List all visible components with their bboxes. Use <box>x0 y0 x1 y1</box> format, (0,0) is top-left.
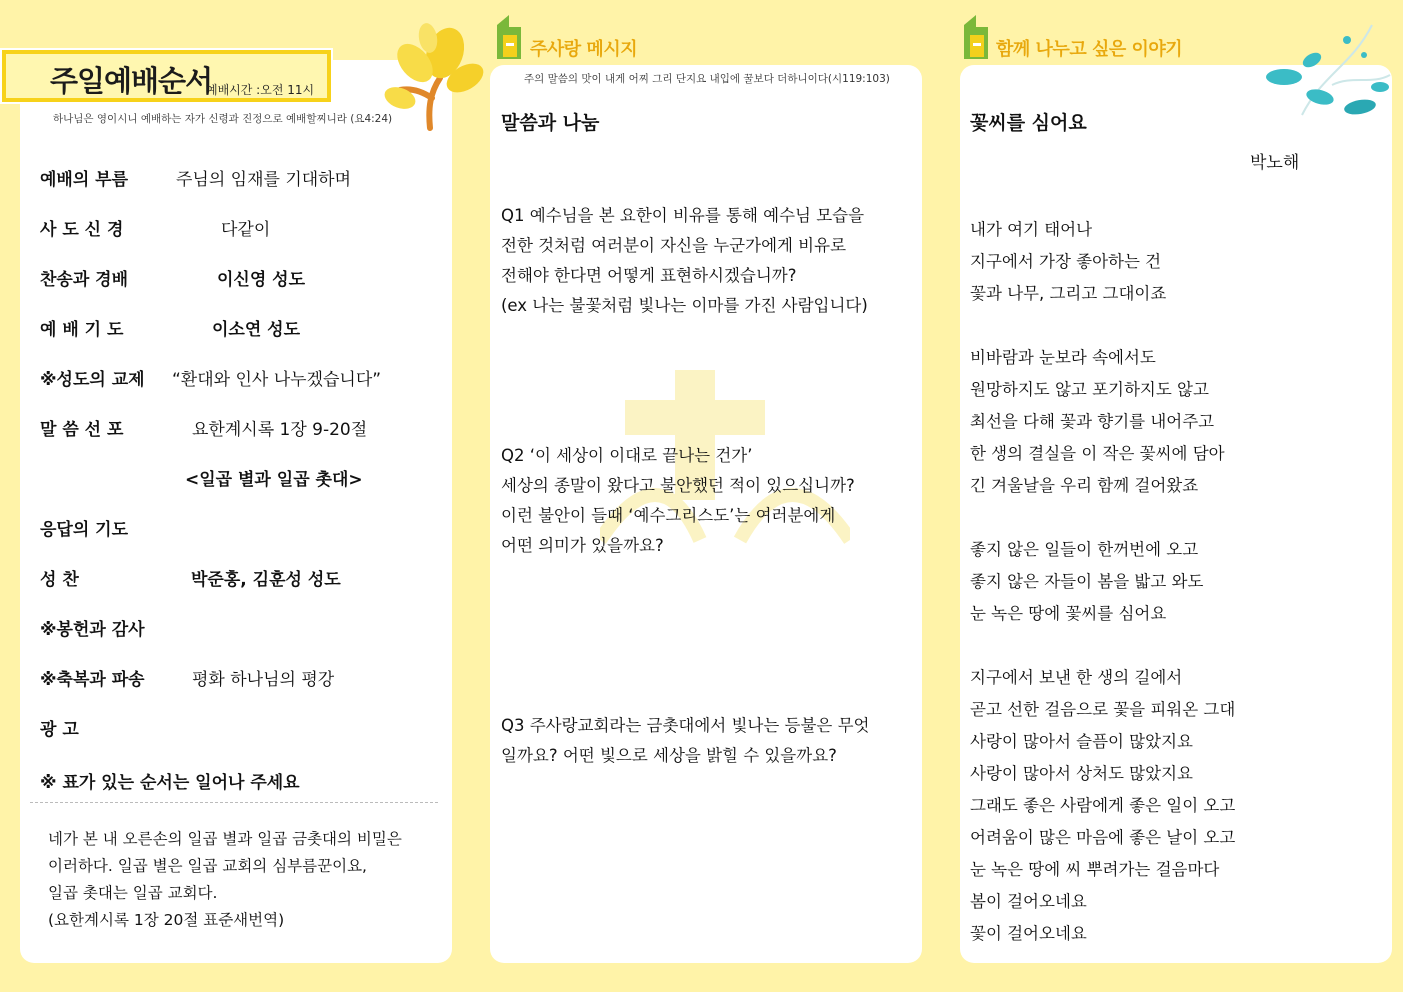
poem-author: 박노해 <box>1250 153 1300 173</box>
order-label: 예배의 부름 <box>40 170 129 190</box>
header-verse: 하나님은 영이시니 예배하는 자가 신령과 진정으로 예배할찌니라 (요4:24) <box>53 113 393 125</box>
order-value: 평화 하나님의 평강 <box>192 670 335 690</box>
section-title: 주사랑 메시지 <box>530 39 638 60</box>
order-label: 성 찬 <box>40 570 79 590</box>
order-label: 응답의 기도 <box>40 520 129 540</box>
order-value: 이소연 성도 <box>212 320 301 340</box>
order-value: 요한계시록 1장 9-20절 <box>192 420 368 440</box>
order-label: 말 씀 선 포 <box>40 420 124 440</box>
order-value: 주님의 임재를 기대하며 <box>176 170 352 190</box>
poem-title: 꽃씨를 심어요 <box>970 112 1087 134</box>
order-label: 광 고 <box>40 720 79 740</box>
order-label: ※성도의 교제 <box>40 370 145 390</box>
order-value: “환대와 인사 나누겠습니다” <box>172 370 382 390</box>
divider <box>30 802 438 803</box>
floral-ornament-icon <box>1262 15 1397 130</box>
closing-verse: 네가 본 내 오른손의 일곱 별과 일곱 금촛대의 비밀은 이러하다. 일곱 별은 일곱 교회의 심부름꾼이요, 일곱 촛대는 일곱 교회다. (요한계시록 1장 20절 표준새번역) <box>48 830 402 929</box>
question-3: Q3 주사랑교회라는 금촛대에서 빛나는 등불은 무엇 일까요? 어떤 빛으로 세상을 밝힐 수 있을까요? <box>501 716 870 765</box>
page-title: 주일예배순서 <box>50 64 213 98</box>
poem-stanza: 비바람과 눈보라 속에서도 원망하지도 않고 포기하지도 않고 최선을 다해 꽃과 향기를 내어주고 한 생의 결실을 이 작은 꽃씨에 담아 긴 겨울날을 우리 함께 걸어왔죠 <box>970 348 1225 495</box>
question-1: Q1 예수님을 본 요한이 비유를 통해 예수님 모습을 전한 것처럼 여러분이 자신을 누군가에게 비유로 전해야 한다면 어떻게 표현하시겠습니까? (ex 나는 불꽃처럼 빛나는 이마를 가진 사람입니다) <box>501 206 868 315</box>
poem-stanza: 좋지 않은 일들이 한꺼번에 오고 좋지 않은 자들이 봄을 밟고 와도 눈 녹은 땅에 꽃씨를 심어요 <box>970 540 1204 623</box>
message-heading: 말씀과 나눔 <box>501 112 600 134</box>
poem-stanza: 내가 여기 태어나 지구에서 가장 좋아하는 건 꽃과 나무, 그리고 그대이죠 <box>970 220 1167 303</box>
section-title: 함께 나누고 싶은 이야기 <box>996 39 1183 60</box>
order-value: 이신영 성도 <box>217 270 306 290</box>
order-label: ※봉헌과 감사 <box>40 620 145 640</box>
message-verse: 주의 말씀의 맛이 내게 어찌 그리 단지요 내입에 꿀보다 더하니이다(시119:103) <box>524 73 890 85</box>
question-2: Q2 ‘이 세상이 이대로 끝나는 건가’ 세상의 종말이 왔다고 불안했던 적이 있으십니까? 이런 불안이 들때 ‘예수그리스도’는 여러분에게 어떤 의미가 있을까요? <box>501 446 855 555</box>
sermon-title: <일곱 별과 일곱 촛대> <box>185 470 363 490</box>
arrow-logo-icon <box>493 13 525 61</box>
order-label: 예 배 기 도 <box>40 320 124 340</box>
order-value: 다같이 <box>221 220 271 240</box>
order-label: 사 도 신 경 <box>40 220 124 240</box>
order-value: 박준홍, 김훈성 성도 <box>191 570 341 590</box>
service-time: 예배시간 :오전 11시 <box>206 83 315 97</box>
order-label: ※축복과 파송 <box>40 670 145 690</box>
arrow-logo-icon <box>960 13 992 61</box>
poem-stanza: 지구에서 보낸 한 생의 길에서 곧고 선한 걸음으로 꽃을 피워온 그대 사랑이 많아서 슬픔이 많았지요 사랑이 많아서 상처도 많았지요 그래도 좋은 사람에게 좋은 일이 오고 어려움이 많은 마음에 좋은 날이 오고 눈 녹은 땅에 씨 뿌려가는 걸음마다 봄이 걸어오네요 꽃이 걸어오네요 <box>970 668 1236 943</box>
order-label: 찬송과 경배 <box>40 270 129 290</box>
